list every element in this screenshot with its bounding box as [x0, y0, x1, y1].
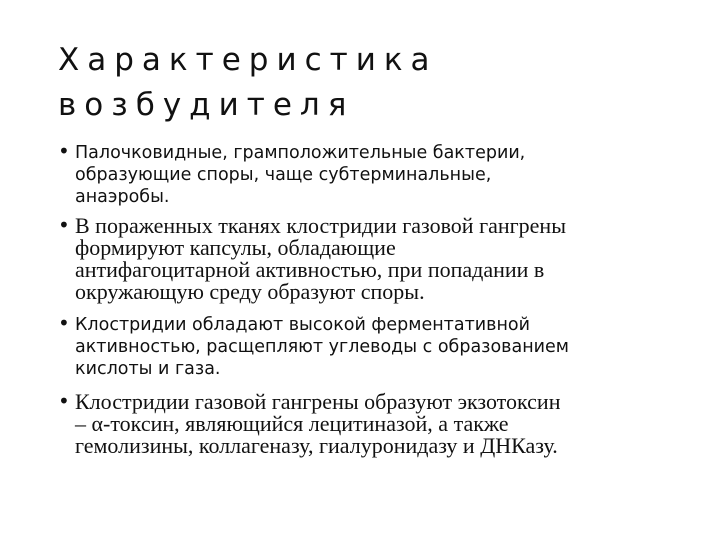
- bullet-dot-icon: •: [58, 213, 70, 237]
- bullet-text-line: образующие споры, чаще субтерминальные,: [75, 165, 492, 185]
- bullet-text-line: – α-токсин, являющийся лецитиназой, а также: [75, 411, 509, 436]
- bullet-text-line: Клостридии газовой гангрены образуют экзотоксин: [75, 389, 561, 414]
- bullet-item: [58, 311, 688, 380]
- bullet-text-line: анаэробы.: [75, 187, 170, 207]
- bullet-dot-icon: •: [58, 311, 70, 335]
- bullet-text-line: антифагоцитарной активностью, при попадании в: [75, 257, 545, 282]
- bullet-text-line: окружающую среду образуют споры.: [75, 279, 425, 304]
- bullet-list: [58, 139, 688, 458]
- slide-title: [58, 38, 678, 128]
- bullet-item: [58, 139, 688, 208]
- slide-title-line-1: Характеристика: [58, 42, 438, 78]
- bullet-text-line: формируют капсулы, обладающие: [75, 235, 396, 260]
- bullet-text-line: Клостридии обладают высокой ферментативной: [75, 315, 530, 335]
- bullet-text-line: гемолизины, коллагеназу, гиалуронидазу и ДНКазу.: [75, 433, 558, 458]
- bullet-text-line: кислоты и газа.: [75, 359, 221, 379]
- slide-title-line-2: возбудителя: [58, 87, 355, 123]
- bullet-item: [58, 391, 688, 457]
- bullet-dot-icon: •: [58, 139, 70, 163]
- bullet-item: [58, 215, 688, 303]
- bullet-dot-icon: •: [58, 389, 70, 413]
- bullet-text-line: Палочковидные, грамположительные бактерии,: [75, 143, 526, 163]
- bullet-text-line: В пораженных тканях клостридии газовой гангрены: [75, 213, 566, 238]
- bullet-text-line: активностью, расщепляют углеводы с образованием: [75, 337, 570, 357]
